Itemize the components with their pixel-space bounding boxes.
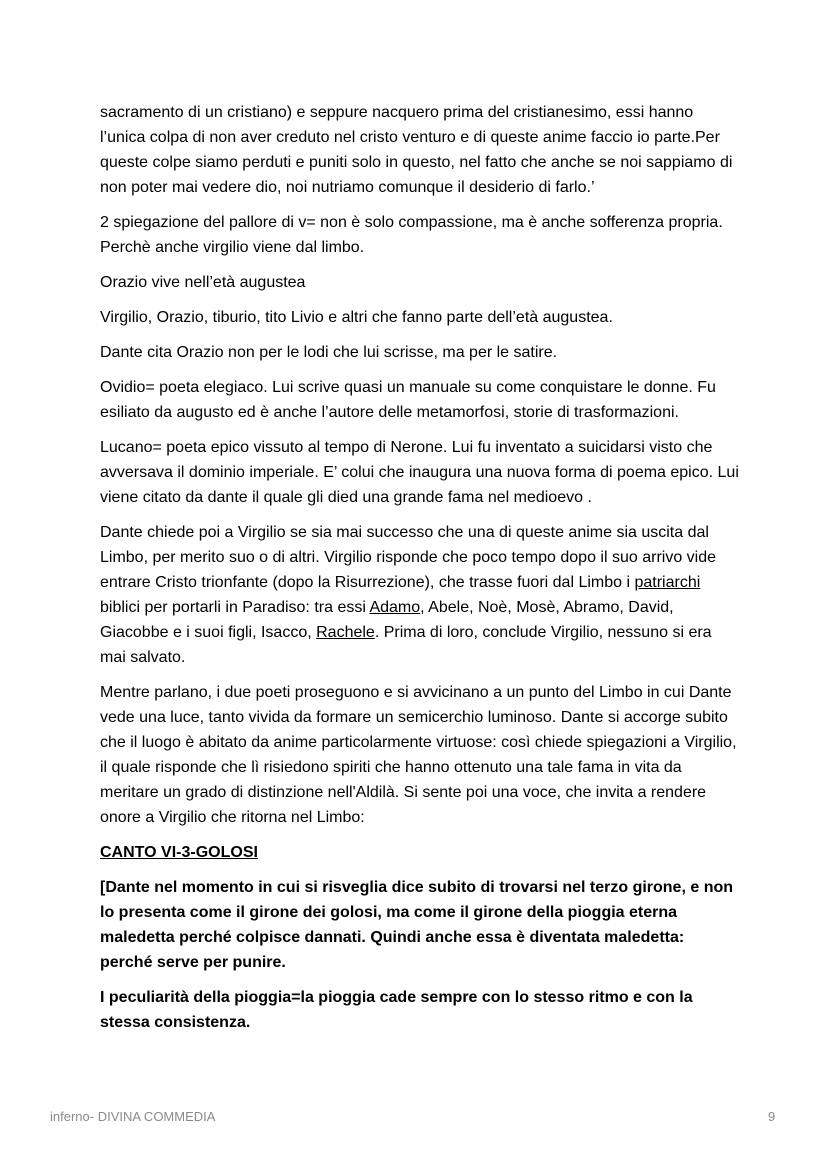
- paragraph-third-circle: [Dante nel momento in cui si risveglia dice subito di trovarsi nel terzo girone, e non lo presenta come il girone dei golosi, ma come il girone della pioggia eterna maledetta perché colpisce dannati. Quindi anche essa è diventata maledetta: perché serve per punire.: [100, 879, 734, 971]
- text-segment: , Abele, Noè, Mosè, Abramo, David, Giacobbe e i suoi figli, Isacco,: [100, 599, 674, 641]
- section-heading: CANTO VI-3-GOLOSI: [100, 844, 258, 861]
- link-patriarchi[interactable]: patriarchi: [634, 574, 701, 591]
- paragraph-augustan-poets: Virgilio, Orazio, tiburio, tito Livio e altri che fanno parte dell’età augustea.: [100, 309, 613, 326]
- paragraph-pallor-explanation: 2 spiegazione del pallore di v= non è solo compassione, ma è anche sofferenza propria. Perchè anche virgilio viene dal limbo.: [100, 214, 723, 256]
- paragraph-lucano: Lucano= poeta epico vissuto al tempo di Nerone. Lui fu inventato a suicidarsi visto che avversava il dominio imperiale. E’ colui che inaugura una nuova forma di poema epico. Lui viene citato da dante il quale gli died una grande fama nel medioevo .: [100, 439, 739, 506]
- page-number: 9: [768, 1109, 776, 1124]
- paragraph-light-semicircle: Mentre parlano, i due poeti proseguono e si avvicinano a un punto del Limbo in cui Dante vede una luce, tanto vivida da formare un semicerchio luminoso. Dante si accorge subito che il luogo è abitato da anime particolarmente virtuose: così chiede spiegazioni a Virgilio, il quale risponde che lì risiedono spiriti che hanno ottenuto una tale fama in vita da meritare un grado di distinzione nell'Aldilà. Si sente poi una voce, che invita a rendere onore a Virgilio che ritorna nel Limbo:: [100, 684, 737, 826]
- paragraph-ovidio: Ovidio= poeta elegiaco. Lui scrive quasi un manuale su come conquistare le donne. Fu esiliato da augusto ed è anche l’autore delle metamorfosi, storie di trasformazioni.: [100, 379, 716, 421]
- paragraph-limbo-exit: [100, 520, 740, 670]
- paragraph-limbo-souls: sacramento di un cristiano) e seppure nacquero prima del cristianesimo, essi hanno l’unica colpa di non aver creduto nel cristo venturo e di queste anime faccio io parte.Per queste colpe siamo perduti e puniti solo in questo, nel fatto che anche se noi sappiamo di non poter mai vedere dio, noi nutriamo comunque il desiderio di farlo.’: [100, 104, 733, 196]
- paragraph-orazio-age: Orazio vive nell’età augustea: [100, 274, 306, 291]
- footer-title: inferno- DIVINA COMMEDIA: [50, 1109, 216, 1124]
- text-segment: Dante chiede poi a Virgilio se sia mai successo che una di queste anime sia uscita dal Limbo, per merito suo o di altri. Virgilio risponde che poco tempo dopo il suo arrivo vide entrare Cristo trionfante (dopo la Risurrezione), che trasse fuori dal Limbo i: [100, 524, 717, 591]
- link-adamo[interactable]: Adamo: [369, 599, 421, 616]
- page-content: [100, 100, 740, 1045]
- link-rachele[interactable]: Rachele: [316, 624, 375, 641]
- paragraph-rain-peculiarity: I peculiarità della pioggia=la pioggia cade sempre con lo stesso ritmo e con la stessa consistenza.: [100, 989, 693, 1031]
- text-segment: . Prima di loro, conclude Virgilio, nessuno si era mai salvato.: [100, 624, 712, 666]
- text-segment: biblici per portarli in Paradiso: tra essi: [100, 599, 370, 616]
- paragraph-orazio-satire: Dante cita Orazio non per le lodi che lui scrisse, ma per le satire.: [100, 344, 558, 361]
